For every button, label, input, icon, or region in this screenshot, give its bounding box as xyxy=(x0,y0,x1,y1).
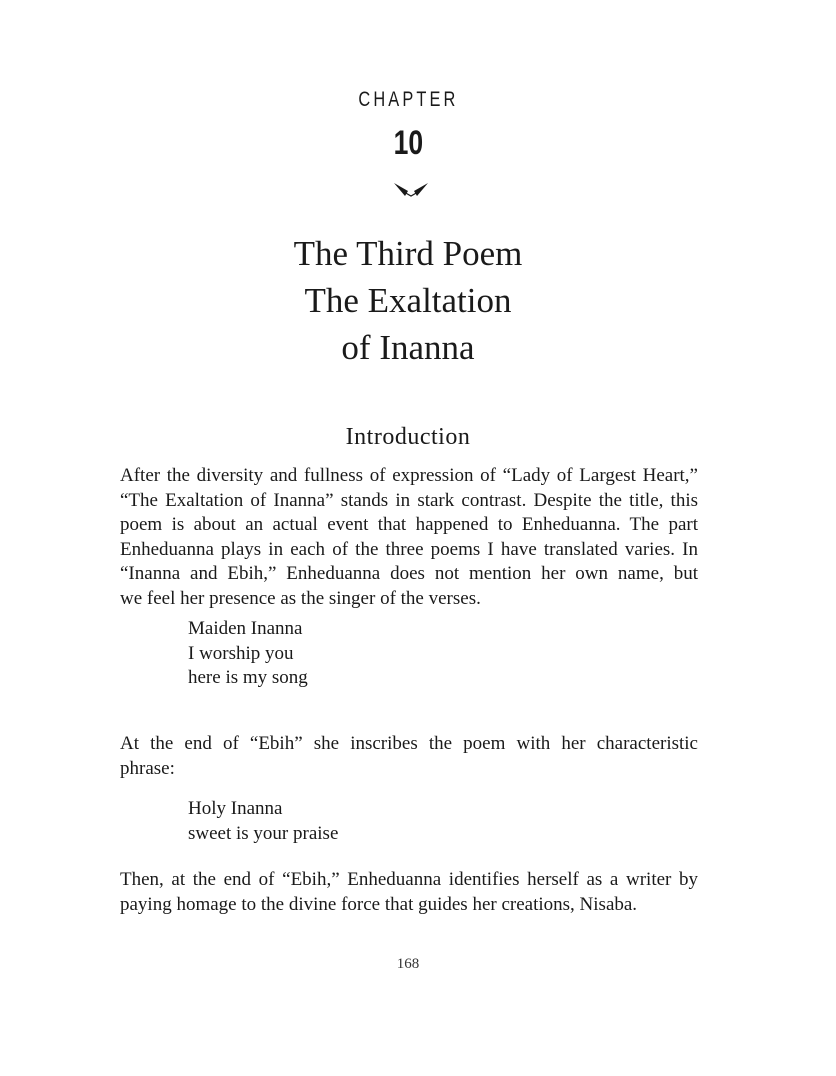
paragraph-line: “The Exaltation of Inanna” stands in stark contrast. Despite the title, this xyxy=(120,489,698,511)
chapter-title xyxy=(0,232,816,373)
paragraph-line: paying homage to the divine force that guides her creations, Nisaba. xyxy=(120,893,638,915)
paragraph-line: we feel her presence as the singer of the verses. xyxy=(120,587,481,609)
verse-block xyxy=(188,617,308,691)
ornament-left-arrow xyxy=(394,183,408,196)
chapter-number: 10 xyxy=(393,124,424,162)
title-line-1: The Third Poem xyxy=(293,234,523,273)
verse-line: Holy Inanna xyxy=(188,798,283,819)
ornament-arrows-icon xyxy=(392,180,430,198)
paragraph-line: “Inanna and Ebih,” Enheduanna does not mention her own name, but xyxy=(120,563,698,585)
section-heading: Introduction xyxy=(345,424,471,450)
paragraph-line: After the diversity and fullness of expression of “Lady of Largest Heart,” xyxy=(120,465,698,486)
paragraph-line: At the end of “Ebih” she inscribes the poem with her characteristic xyxy=(120,733,698,754)
verse-block xyxy=(188,797,338,846)
verse-line: Maiden Inanna xyxy=(188,618,303,639)
title-line-3: of Inanna xyxy=(341,328,475,367)
paragraph-line: poem is about an actual event that happened to Enheduanna. The part xyxy=(120,514,698,536)
paragraph-line: phrase: xyxy=(120,757,175,779)
ornament-right-arrow xyxy=(414,183,428,196)
verse-line: I worship you xyxy=(188,642,294,664)
paragraph-intro xyxy=(120,464,698,612)
chapter-label: CHAPTER xyxy=(358,88,459,111)
paragraph-line: Then, at the end of “Ebih,” Enheduanna identifies herself as a writer by xyxy=(120,869,698,890)
verse-line: here is my song xyxy=(188,667,308,689)
paragraph-ebih-end xyxy=(120,732,698,781)
title-line-2: The Exaltation xyxy=(304,281,512,320)
paragraph-nisaba xyxy=(120,868,698,917)
paragraph-line: Enheduanna plays in each of the three poems I have translated varies. In xyxy=(120,538,698,560)
verse-line: sweet is your praise xyxy=(188,822,339,844)
page-number: 168 xyxy=(396,956,420,972)
